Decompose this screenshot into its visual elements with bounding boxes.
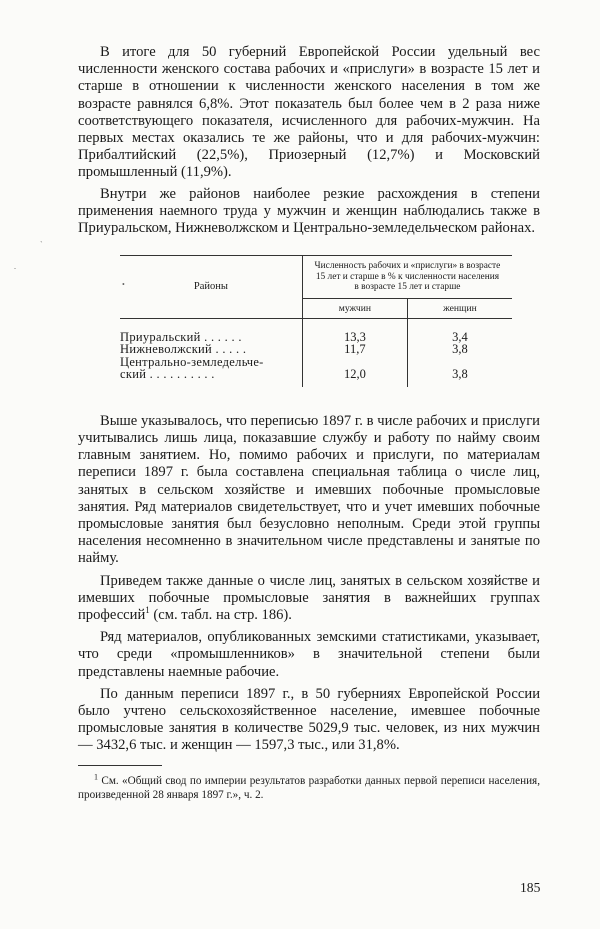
table-row bbox=[120, 318, 512, 343]
row-women: 3,4 bbox=[452, 329, 468, 344]
row-men: 13,3 bbox=[302, 318, 407, 343]
footnote bbox=[78, 771, 540, 802]
paragraph-3: Выше указывалось, что переписью 1897 г. в числе рабочих и прислуги учитывались лишь лица, показавшие службу и работу по найму своим главным занятием. Но, помимо рабочих и прислуги, по материалам переписи 1897 г. была составлена специальная таблица о числе лиц, занятых в сельском хозяйстве и имевших побочные промысловые занятия. Ряд материалов свидетельствует, что и учет имевших побочные промысловые занятия был безусловно неполным. Среди этой группы населения несомненно в значительном числе представлены и занятые по найму. bbox=[78, 412, 540, 567]
row-women: 3,8 bbox=[452, 367, 468, 382]
table-row bbox=[120, 368, 512, 387]
row-women: 3,8 bbox=[452, 342, 468, 357]
row-region: Приуральский . . . . . . bbox=[120, 318, 302, 343]
row-region: ский . . . . . . . . . . bbox=[120, 368, 302, 387]
header-men: мужчин bbox=[302, 298, 407, 318]
header-women: женщин bbox=[407, 298, 512, 318]
row-men: 12,0 bbox=[302, 368, 407, 387]
scan-speck: . bbox=[14, 262, 16, 271]
row-region: Нижневолжский . . . . . bbox=[120, 343, 302, 356]
footnote-text: См. «Общий свод по империи результатов разработки данных первой переписи населения, произведенной 28 января 1897 г.», ч. 2. bbox=[78, 774, 540, 801]
footnote-ref: 1 bbox=[145, 605, 150, 616]
paragraph-4 bbox=[78, 573, 540, 625]
paragraph-2: Внутри же районов наиболее резкие расхождения в степени применения наемного труда у мужчин и женщин наблюдались также в Приуральском, Нижневолжском и Центрально-земледельческом районах. bbox=[78, 185, 540, 237]
row-region: Центрально-земледельче- bbox=[120, 356, 302, 369]
paragraph-5: Ряд материалов, опубликованных земскими статистиками, указывает, что среди «промышленников» в значительной степени были представлены наемные рабочие. bbox=[78, 629, 540, 680]
scan-speck: ` bbox=[40, 240, 43, 249]
row-men: 11,7 bbox=[302, 343, 407, 356]
page-number: 185 bbox=[520, 880, 541, 895]
table-row bbox=[120, 343, 512, 356]
paragraph-6: По данным переписи 1897 г., в 50 губерниях Европейской России было учтено сельскохозяйственное население, имевшее побочные промысловые занятия в количестве 5029,9 тыс. человек, из них мужчин — 3432,6 тыс. и женщин — 1597,3 тыс., или 31,8%. bbox=[78, 685, 540, 754]
header-main: Численность рабочих и «прислуги» в возрасте 15 лет и старше в % к численности населения в возрасте 15 лет и старше bbox=[302, 256, 512, 299]
scan-speck: • bbox=[122, 280, 125, 289]
header-regions: Районы bbox=[120, 256, 302, 319]
paragraph-4-tail: (см. табл. на стр. 186). bbox=[149, 606, 292, 623]
paragraph-4-text: Приведем также данные о числе лиц, занятых в сельском хозяйстве и имевших побочные промысловые занятия в важнейших группах профессий bbox=[78, 572, 540, 623]
footnote-divider bbox=[78, 765, 162, 766]
paragraph-1: В итоге для 50 губерний Европейской России удельный вес численности женского состава рабочих и «прислуги» в возрасте 15 лет и старше в отношении к численности женского населения в том же возрасте равнялся 6,8%. Этот показатель был более чем в 2 раза ниже соответствующего показателя, исчисленного для рабочих-мужчин. На первых местах оказались те же районы, что и для рабочих-мужчин: Прибалтийский (22,5%), Приозерный (12,7%) и Московский промышленный (11,9%). bbox=[78, 44, 540, 181]
footnote-mark: 1 bbox=[94, 771, 98, 781]
page-body bbox=[78, 44, 540, 802]
regions-table bbox=[120, 255, 512, 387]
